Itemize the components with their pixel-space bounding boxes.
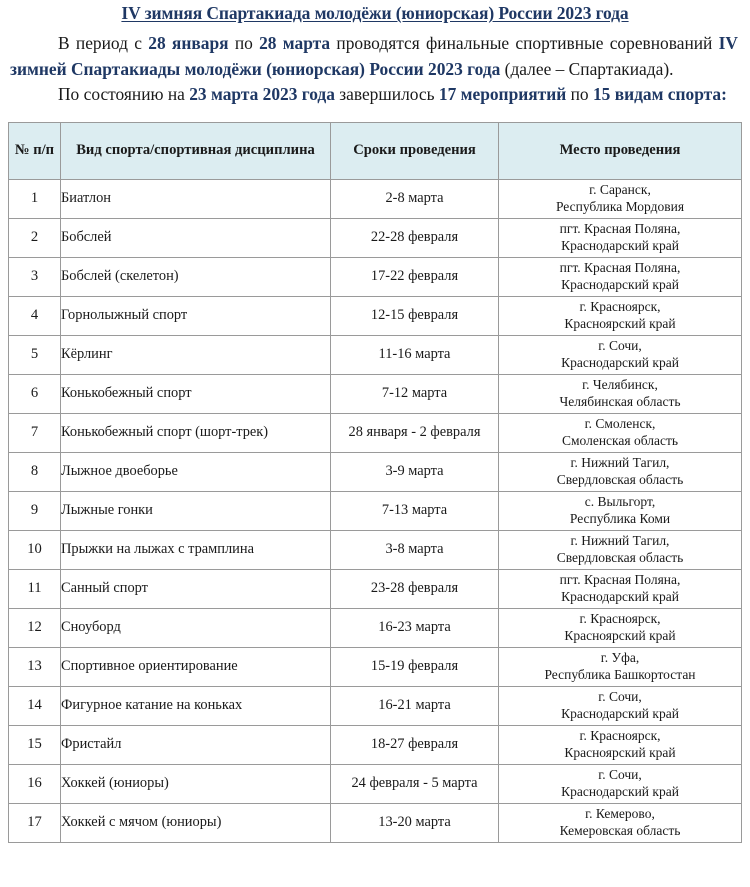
- table-row: [9, 686, 742, 725]
- table-row: [9, 452, 742, 491]
- cell-dates: 23-28 февраля: [331, 569, 499, 608]
- cell-number: 16: [9, 764, 61, 803]
- cell-sport: Санный спорт: [61, 569, 331, 608]
- table-row: [9, 335, 742, 374]
- column-header-place: Место проведения: [499, 122, 742, 179]
- table-row: [9, 218, 742, 257]
- column-header-dates: Сроки проведения: [331, 122, 499, 179]
- cell-dates: 22-28 февраля: [331, 218, 499, 257]
- cell-number: 8: [9, 452, 61, 491]
- cell-place-city: г. Нижний Тагил,: [570, 533, 670, 549]
- cell-number: 9: [9, 491, 61, 530]
- cell-place-region: Смоленская область: [561, 432, 679, 448]
- cell-number: 7: [9, 413, 61, 452]
- cell-place: [499, 296, 742, 335]
- cell-sport: Биатлон: [61, 179, 331, 218]
- cell-dates: 7-13 марта: [331, 491, 499, 530]
- cell-number: 6: [9, 374, 61, 413]
- cell-place-city: г. Сочи,: [598, 689, 642, 705]
- cell-place-city: г. Смоленск,: [584, 416, 656, 432]
- status-text-segment-1: По состоянию на: [58, 84, 190, 105]
- cell-place-city: г. Челябинск,: [582, 377, 658, 393]
- cell-sport: Конькобежный спорт: [61, 374, 331, 413]
- table-row: [9, 296, 742, 335]
- intro-date-start: 28 января: [148, 33, 229, 53]
- cell-place: [499, 725, 742, 764]
- cell-place-region: Краснодарский край: [561, 276, 679, 292]
- intro-text-segment-1: В период с: [58, 33, 149, 53]
- page-title: IV зимняя Спартакиада молодёжи (юниорская) России 2023 года: [121, 3, 629, 23]
- cell-place-city: пгт. Красная Поляна,: [559, 260, 681, 276]
- cell-number: 14: [9, 686, 61, 725]
- table-row: [9, 725, 742, 764]
- cell-place: [499, 569, 742, 608]
- status-events-count: 17 мероприятий: [438, 84, 567, 105]
- status-as-of-date: 23 марта 2023 года: [189, 84, 335, 105]
- cell-place: [499, 803, 742, 842]
- table-row: [9, 257, 742, 296]
- cell-place: [499, 608, 742, 647]
- cell-place: [499, 335, 742, 374]
- cell-place-region: Челябинская область: [559, 393, 681, 409]
- cell-place-city: г. Красноярск,: [579, 728, 661, 744]
- cell-number: 13: [9, 647, 61, 686]
- table-header-row: [9, 122, 742, 179]
- intro-text-segment-2: по: [228, 33, 260, 53]
- cell-sport: Хоккей с мячом (юниоры): [61, 803, 331, 842]
- table-row: [9, 647, 742, 686]
- schedule-table-container: [0, 122, 750, 843]
- cell-sport: Фристайл: [61, 725, 331, 764]
- cell-place-region: Красноярский край: [564, 627, 676, 643]
- cell-number: 10: [9, 530, 61, 569]
- cell-place-region: Красноярский край: [564, 744, 676, 760]
- schedule-table: [8, 122, 742, 843]
- table-row: [9, 608, 742, 647]
- cell-place-city: г. Сочи,: [598, 767, 642, 783]
- cell-place-city: г. Уфа,: [600, 650, 640, 666]
- cell-sport: Фигурное катание на коньках: [61, 686, 331, 725]
- cell-place-city: с. Выльгорт,: [584, 494, 656, 510]
- cell-place: [499, 647, 742, 686]
- cell-place: [499, 452, 742, 491]
- cell-number: 3: [9, 257, 61, 296]
- cell-sport: Лыжное двоеборье: [61, 452, 331, 491]
- table-row: [9, 569, 742, 608]
- cell-dates: 2-8 марта: [331, 179, 499, 218]
- cell-place-region: Красноярский край: [564, 315, 676, 331]
- status-text-segment-2: завершилось: [334, 84, 439, 105]
- table-body: [9, 179, 742, 842]
- cell-place-city: г. Красноярск,: [579, 611, 661, 627]
- cell-sport: Кёрлинг: [61, 335, 331, 374]
- cell-place: [499, 764, 742, 803]
- cell-place: [499, 686, 742, 725]
- cell-dates: 3-8 марта: [331, 530, 499, 569]
- cell-place-region: Краснодарский край: [561, 783, 679, 799]
- cell-place: [499, 179, 742, 218]
- cell-number: 4: [9, 296, 61, 335]
- cell-place-region: Республика Башкортостан: [544, 666, 696, 682]
- table-row: [9, 491, 742, 530]
- table-row: [9, 413, 742, 452]
- status-paragraph: [0, 82, 750, 108]
- cell-place-city: г. Красноярск,: [579, 299, 661, 315]
- table-row: [9, 764, 742, 803]
- cell-number: 5: [9, 335, 61, 374]
- cell-place-city: г. Нижний Тагил,: [570, 455, 670, 471]
- cell-place-region: Краснодарский край: [561, 237, 679, 253]
- cell-dates: 12-15 февраля: [331, 296, 499, 335]
- status-text-segment-3: по: [566, 84, 593, 105]
- cell-sport: Прыжки на лыжах с трамплина: [61, 530, 331, 569]
- cell-place-city: пгт. Красная Поляна,: [559, 572, 681, 588]
- intro-paragraph: [0, 31, 750, 82]
- cell-place: [499, 374, 742, 413]
- cell-place-region: Свердловская область: [556, 549, 684, 565]
- cell-place-city: г. Кемерово,: [585, 806, 655, 822]
- cell-dates: 13-20 марта: [331, 803, 499, 842]
- table-row: [9, 179, 742, 218]
- cell-sport: Хоккей (юниоры): [61, 764, 331, 803]
- table-header: [9, 122, 742, 179]
- cell-number: 17: [9, 803, 61, 842]
- intro-text-segment-3: проводятся финальные спортивные соревнований: [330, 33, 719, 53]
- cell-dates: 17-22 февраля: [331, 257, 499, 296]
- intro-date-end: 28 марта: [259, 33, 331, 53]
- column-header-number: № п/п: [9, 122, 61, 179]
- cell-place-region: Республика Коми: [569, 510, 671, 526]
- cell-dates: 16-23 марта: [331, 608, 499, 647]
- cell-place-region: Краснодарский край: [561, 705, 679, 721]
- cell-dates: 28 января - 2 февраля: [331, 413, 499, 452]
- table-row: [9, 530, 742, 569]
- cell-dates: 7-12 марта: [331, 374, 499, 413]
- cell-sport: Спортивное ориентирование: [61, 647, 331, 686]
- cell-place-region: Кемеровская область: [559, 822, 681, 838]
- cell-number: 1: [9, 179, 61, 218]
- intro-text-segment-4: (далее – Спартакиада).: [500, 58, 674, 79]
- cell-place: [499, 218, 742, 257]
- document-page: [0, 3, 750, 887]
- cell-dates: 24 февраля - 5 марта: [331, 764, 499, 803]
- cell-number: 2: [9, 218, 61, 257]
- cell-place: [499, 413, 742, 452]
- cell-place-city: пгт. Красная Поляна,: [559, 221, 681, 237]
- cell-sport: Сноуборд: [61, 608, 331, 647]
- cell-dates: 3-9 марта: [331, 452, 499, 491]
- table-row: [9, 803, 742, 842]
- cell-place-region: Республика Мордовия: [555, 198, 685, 214]
- cell-number: 15: [9, 725, 61, 764]
- table-row: [9, 374, 742, 413]
- cell-dates: 11-16 марта: [331, 335, 499, 374]
- cell-place-city: г. Саранск,: [589, 182, 651, 198]
- cell-sport: Бобслей: [61, 218, 331, 257]
- cell-dates: 18-27 февраля: [331, 725, 499, 764]
- cell-place-city: г. Сочи,: [598, 338, 642, 354]
- cell-place: [499, 530, 742, 569]
- cell-place: [499, 257, 742, 296]
- intro-event-name: IV зимней Спартакиады молодёжи (юниорская) России 2023 года: [10, 33, 738, 79]
- cell-number: 12: [9, 608, 61, 647]
- cell-place: [499, 491, 742, 530]
- cell-number: 11: [9, 569, 61, 608]
- cell-sport: Конькобежный спорт (шорт-трек): [61, 413, 331, 452]
- status-sports-count: 15 видам спорта:: [592, 84, 727, 105]
- cell-place-region: Краснодарский край: [561, 354, 679, 370]
- column-header-sport: Вид спорта/спортивная дисциплина: [61, 122, 331, 179]
- cell-place-region: Краснодарский край: [561, 588, 679, 604]
- cell-place-region: Свердловская область: [556, 471, 684, 487]
- cell-sport: Лыжные гонки: [61, 491, 331, 530]
- cell-dates: 16-21 марта: [331, 686, 499, 725]
- cell-sport: Горнолыжный спорт: [61, 296, 331, 335]
- cell-sport: Бобслей (скелетон): [61, 257, 331, 296]
- cell-dates: 15-19 февраля: [331, 647, 499, 686]
